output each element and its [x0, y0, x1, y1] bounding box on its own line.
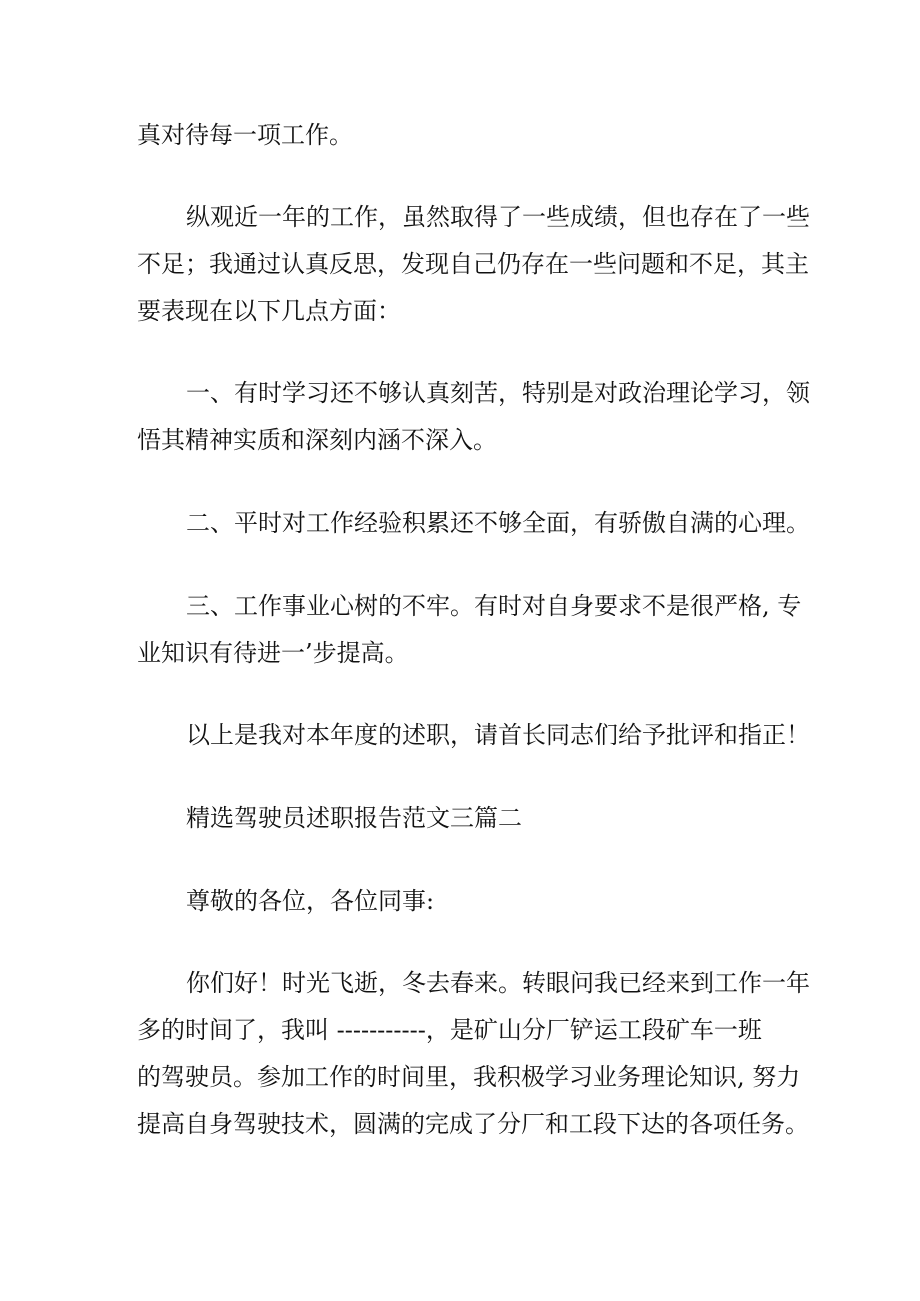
- section-title: 精选驾驶员述职报告范文三篇二: [186, 804, 522, 832]
- text-line: 业知识有待进一’步提高。: [137, 639, 409, 667]
- text-line: 要表现在以下几点方面：: [137, 297, 401, 325]
- paragraph-line: 纵观近一年的工作，虽然取得了一些成绩，但也存在了一些: [186, 203, 810, 231]
- closing-line: 以上是我对本年度的述职，请首长同志们给予批评和指正！: [186, 721, 810, 749]
- list-item-2: 二、平时对工作经验积累还不够全面，有骄傲自满的心理。: [186, 509, 810, 537]
- list-item-3: 三、工作事业心树的不牢。有时对自身要求不是很严格, 专: [186, 592, 802, 620]
- text-line: 不足；我通过认真反思，发现自己仍存在一些问题和不足，其主: [137, 250, 809, 278]
- text-line: 的驾驶员。参加工作的时间里，我积极学习业务理论知识, 努力: [137, 1063, 801, 1091]
- paragraph-line: 你们好！时光飞逝，冬去春来。转眼问我已经来到工作一年: [186, 969, 810, 997]
- text-line: 多的时间了，我叫 -----------，是矿山分厂铲运工段矿车一班: [137, 1016, 762, 1044]
- text-line: 悟其精神实质和深刻内涵不深入。: [137, 426, 497, 454]
- salutation: 尊敬的各位，各位同事:: [186, 887, 435, 915]
- text-line: 提高自身驾驶技术，圆满的完成了分厂和工段下达的各项任务。: [137, 1110, 809, 1138]
- text-line: 真对待每一项工作。: [137, 121, 353, 149]
- list-item-1: 一、有时学习还不够认真刻苦，特别是对政治理论学习，领: [186, 379, 810, 407]
